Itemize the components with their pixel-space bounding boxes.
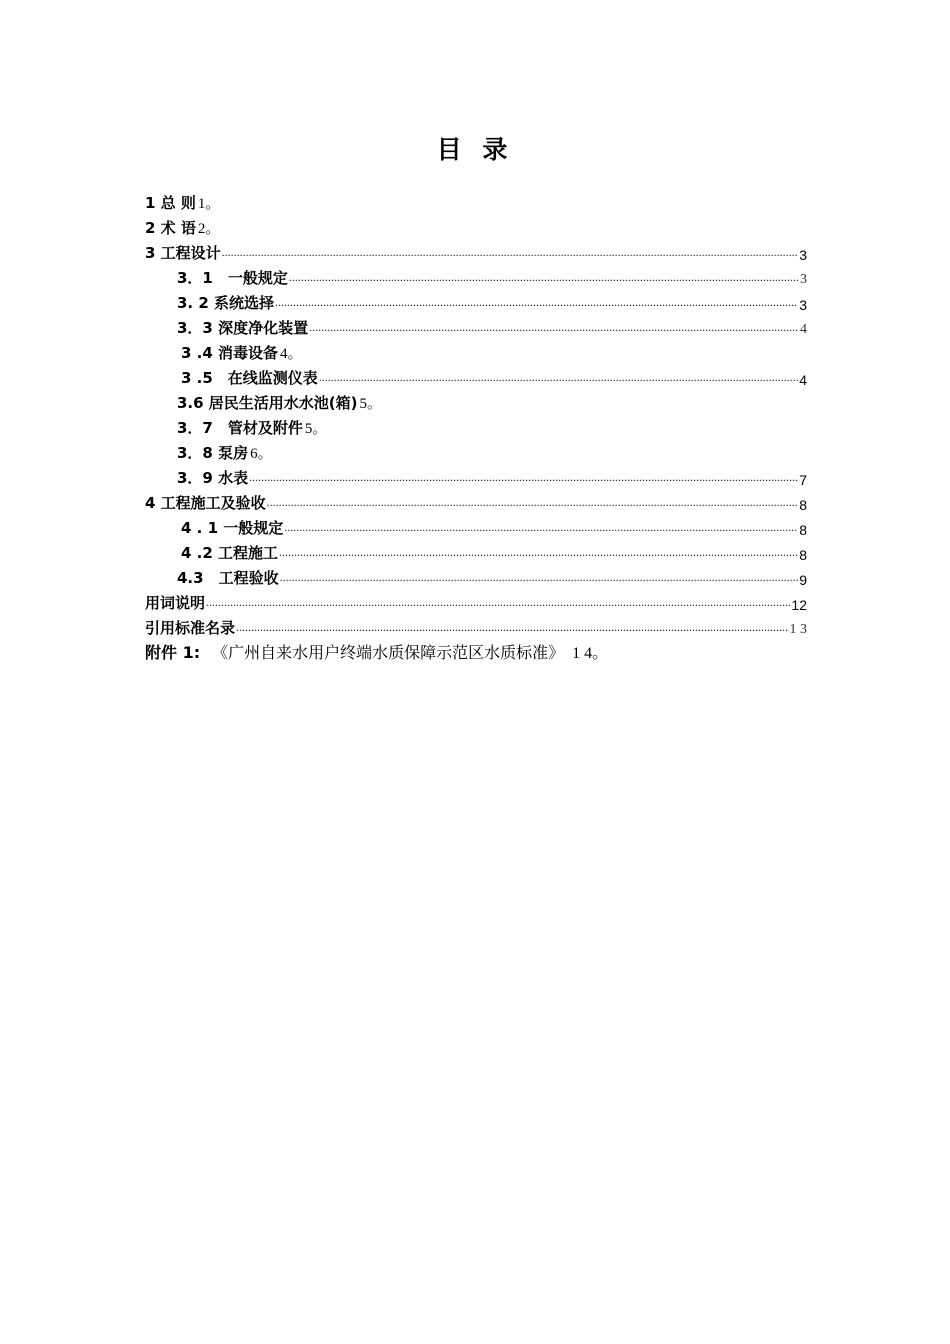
toc-entry-page: 5。 [304,421,328,437]
toc-entry-page: 12 [791,597,807,613]
toc-entry[interactable] [145,388,807,413]
toc-entry-label: 3．7 管材及附件 [177,419,303,437]
toc-entry[interactable] [145,463,807,488]
toc-dot-leader [206,595,790,610]
toc-title: 目 录 [436,135,514,164]
toc-entry[interactable] [145,538,807,563]
toc-dot-leader [284,520,798,535]
toc-entry-page: 8 [799,522,807,538]
toc-entry-page: 3 [799,297,807,313]
toc-entry-label: 2 术 语 [145,219,196,237]
toc-entry-page: 9 [799,572,807,588]
toc-entry-label: 3．8 泵房 [177,444,249,462]
toc-entry-page: 4 [800,322,807,337]
toc-entry-page: 3 [800,272,807,287]
toc-entry-page: 7 [799,472,807,488]
toc-dot-leader [222,245,799,260]
toc-entry[interactable] [145,588,807,613]
toc-entry-page: 4 [799,372,807,388]
toc-entry-label: 4 . 1 一般规定 [181,519,284,537]
toc-entry[interactable] [145,238,807,263]
toc-entry-page: 1。 [197,196,221,212]
toc-entry-label: 3 .5 在线监测仪表 [181,369,318,387]
toc-entry-label: 1 总 则 [145,194,196,212]
toc-entry-label: 4 工程施工及验收 [145,494,266,512]
toc-entry-label: 3.6 居民生活用水水池(箱) [177,394,358,412]
toc-dot-leader [275,295,798,310]
toc-entry[interactable] [145,263,807,288]
toc-entry-page: 4。 [280,346,303,362]
toc-dot-leader [309,320,799,335]
toc-entry[interactable] [145,313,807,338]
toc-entry[interactable] [145,488,807,513]
toc-entry-page: 8 [799,547,807,563]
toc-dot-leader [267,495,799,510]
toc-entry-page: 5。 [359,396,383,412]
toc-entry[interactable] [145,288,807,313]
toc-dot-leader [279,545,798,560]
toc-entry-label: 3. 2 系统选择 [177,294,275,312]
toc-entry-label: 4.3 工程验收 [177,569,279,587]
toc-entry[interactable] [145,213,807,238]
toc-entry-label: 附件 1: [145,643,201,662]
toc-dot-leader [289,270,799,285]
toc-entry[interactable] [145,188,807,213]
toc-entry-page: 8 [799,497,807,513]
toc-entry-page: 1 4。 [572,645,609,662]
toc-entry-label: 用词说明 [145,594,206,612]
toc-entry[interactable] [145,513,807,538]
toc-entry-label: 3．3 深度净化装置 [177,319,309,337]
toc-entry-title: 《广州自来水用户终端水质保障示范区水质标准》 [212,643,565,662]
toc-entry[interactable] [145,413,807,438]
toc-entry-page: 1 3 [789,622,807,637]
toc-entry-page: 2。 [197,221,221,237]
toc-entry-label: 3．1 一般规定 [177,269,288,287]
toc-entry-page: 6。 [250,446,273,462]
toc-entry-appendix[interactable] [145,638,807,663]
toc-entry-label: 引用标准名录 [145,619,236,637]
table-of-contents [145,188,807,663]
toc-dot-leader [236,620,788,635]
toc-entry-page: 3 [799,247,807,263]
toc-entry[interactable] [145,613,807,638]
toc-entry[interactable] [145,563,807,588]
toc-entry[interactable] [145,338,807,363]
toc-dot-leader [249,470,798,485]
toc-entry-label: 4 .2 工程施工 [181,544,279,562]
toc-dot-leader [319,370,798,385]
toc-entry-label: 3 工程设计 [145,244,221,262]
toc-dot-leader [280,570,799,585]
toc-entry[interactable] [145,438,807,463]
toc-entry[interactable] [145,363,807,388]
toc-entry-label: 3 .4 消毒设备 [181,344,279,362]
toc-entry-label: 3．9 水表 [177,469,249,487]
